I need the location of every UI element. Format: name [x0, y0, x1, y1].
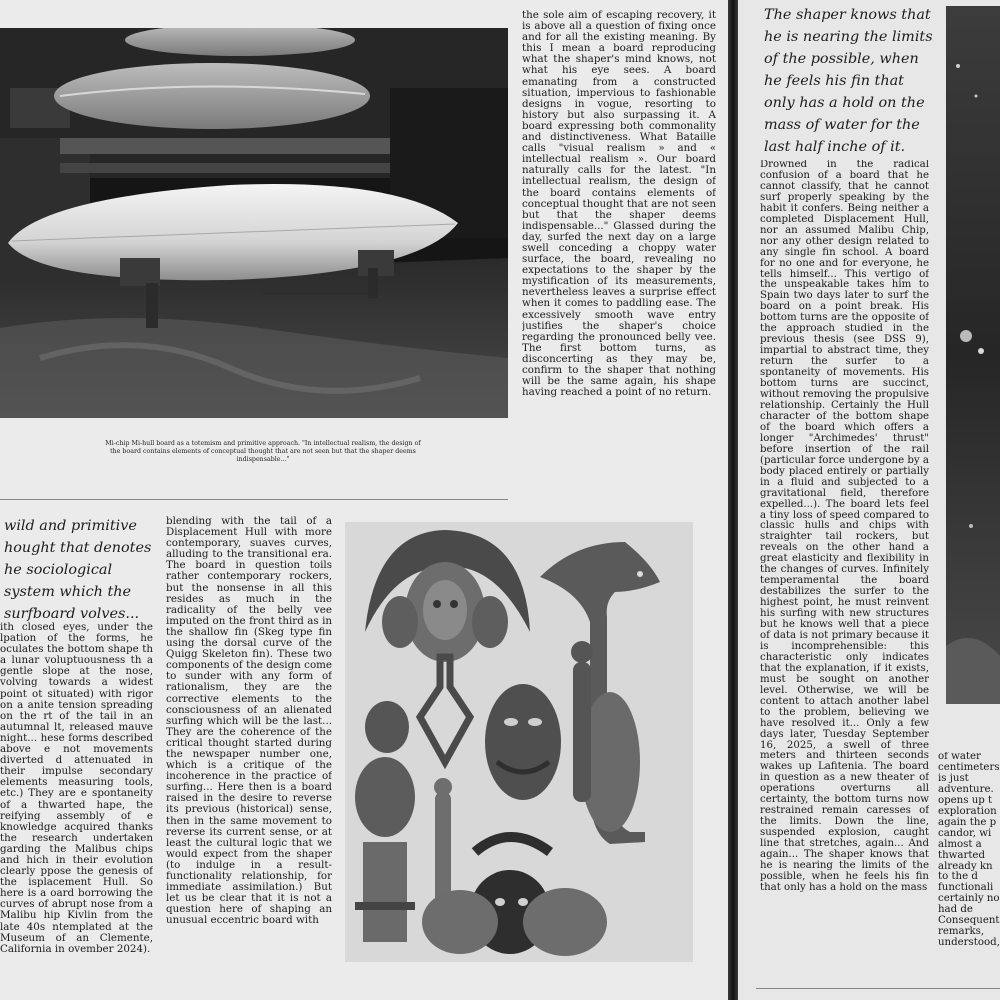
ocean-water-graphic	[946, 6, 1000, 704]
article-paragraph: blending with the tail of a Displacement Hull with more contemporary, suaves curves, alluding to the transitional era. The board in question toils rather contemporary rockers, but the nonsense in all this resides as much in the radicality of the belly vee imputed on the front third as in the shallow fin (Skeg type fin using the dorsal curve of the Quigg Skeleton fin). These two components of the design come to sunder with any form of rationalism, they are the corrective elements to the consciousness of an alienated surfing which will be the last... They are the coherence of the critical thought started during the newspaper number one, which is a critique of the incoherence in the practice of surfing... Here then is a board raised in the desire to reverse its previous (historical) sense, then in the same movement to reverse its current sense, or at least the cultural logic that we would expect from the shaper (to indulge in a result-functionality relationship, for immediate assimilation.) But let us be clear that it is not a question here of shaping an unusual eccentric board with	[166, 516, 332, 927]
article-column-lower-middle	[166, 516, 332, 958]
page-gutter	[728, 0, 738, 1000]
article-paragraph: Drowned in the radical confusion of a board that he cannot classify, that he cannot surf properly speaking by the habit it confers. Being neither a completed Displacement Hull, nor an assumed Malibu Chip, nor any other design related to any single fin school. A board for no one and for everyone, he tells himself... This vertigo of the unspeakable takes him to Spain two days later to surf the board on a point break. His bottom turns are the opposite of the approach studied in the previous thesis (see DSS 9), impartial to abstract time, they return the surfer to a spontaneity of movements. His bottom turns are succinct, without removing the propulsive relationship. Certainly the Hull character of the bottom shape of the board which offers a longer "Archimedes' thrust" before insertion of the rail (particular force undergone by a body placed entirely or partially in a fluid and subjected to a gravitational field, therefore expelled...). The board lets feel a tiny loss of speed compared to classic hulls and chips with straighter tail rockers, but reveals on the other hand a great elasticity and flexibility in the changes of curves. Infinitely temperamental the board destabilizes the surfer to the highest point, he must reinvent his surfing with new structures but he knows well that a piece of data is not primary because it is incomprehensible: this characteristic only indicates that the explanation, if it exists, must be sought on another level. Otherwise, we will be content to attach another label to the problem, believing we have resolved it... Only a few days later, Tuesday September 16, 2025, a swell of three meters and thirteen seconds wakes up Lafitenia. The board in question as a new theater of operations overturns all certainty, the bottom turns now restrained remain caresses of the limits. Down the line, suspended explosion, caught line that stretches, again... And again... The shaper knows that he is nearing the limits of the possible, when he feels his fin that only has a hold on the mass	[760, 160, 929, 893]
surfboard-photo	[0, 28, 508, 418]
primitive-artifacts-plate	[345, 522, 693, 962]
article-column-right	[760, 160, 929, 974]
article-paragraph: of water centimeters is just adventure. opens up t exploration again the p candor, wi almost a thwarted already kn to the d functionali certainly no had de Consequent remarks, understood,	[938, 752, 1000, 949]
bottom-rule	[756, 988, 1000, 989]
article-paragraph: ith closed eyes, under the lpation of the forms, he oculates the bottom shape th a lunar voluptuousness th a gentle slope at the nose, volving towards a widest point ot situated) with rigor on a anite tension spreading on the rt of the tail in an autumnal lt, released mauve night... hese forms described above e not movements diverted d attenuated in their impulse secondary elements measuring tools, etc.) They are e spontaneity of a thwarted hape, the reifying assembly of e knowledge acquired thanks the research undertaken garding the Malibus chips and hich in their evolution clearly ppose the genesis of the isplacement Hull. So here is a oard borrowing the curves of abrupt nose from a Malibu hip Kivlin from the late 40s ntemplated at the Museum of an Clemente, California in ovember 2024).	[0, 622, 153, 955]
surfboard-photo-graphic	[0, 28, 508, 418]
article-column-edge	[938, 752, 1000, 974]
photo-caption: Mi-chip Mi-hull board as a totemism and primitive approach. "In intellectual realism, the design of the board contains elements of conceptual thought that are not seen but that the shaper deems indispensable..."	[105, 440, 421, 463]
section-divider	[0, 499, 508, 500]
artifacts-illustration	[345, 522, 693, 962]
article-column-upper-right	[522, 10, 716, 490]
article-column-lower-left	[0, 622, 153, 962]
pull-quote-left: wild and primitive hought that denotes he sociological system which the surfboard volves...	[4, 518, 152, 622]
right-page	[738, 0, 1000, 1000]
pull-quote-right: The shaper knows that he is nearing the limits of the possible, when he feels his fin that only has a hold on the mass of water for the last half inche of it.	[764, 7, 933, 155]
article-paragraph: the sole aim of escaping recovery, it is above all a question of fixing once and for all the existing meaning. By this I mean a board reproducing what the shaper's mind knows, not what his eye sees. A board emanating from a constructed situation, impervious to fashionable designs in vogue, resorting to history but also surpassing it. A board expressing both commonality and distinctiveness. What Bataille calls "visual realism » and « intellectual realism ». Our board naturally calls for the latest. "In intellectual realism, the design of the board contains elements of conceptual thought that are not seen but that the shaper deems indispensable..." Glassed during the day, surfed the next day on a large swell conceding a choppy water surface, the board, revealing no expectations to the shaper by the mystification of its measurements, nevertheless leaves a surprise effect when it comes to paddling ease. The excessively smooth wave entry justifies the shaper's choice regarding the pronounced belly vee. The first bottom turns, as disconcerting as they may be, confirm to the shaper that nothing will be the same again, his shape having reached a point of no return.	[522, 10, 716, 399]
ocean-water-photo	[946, 6, 1000, 704]
